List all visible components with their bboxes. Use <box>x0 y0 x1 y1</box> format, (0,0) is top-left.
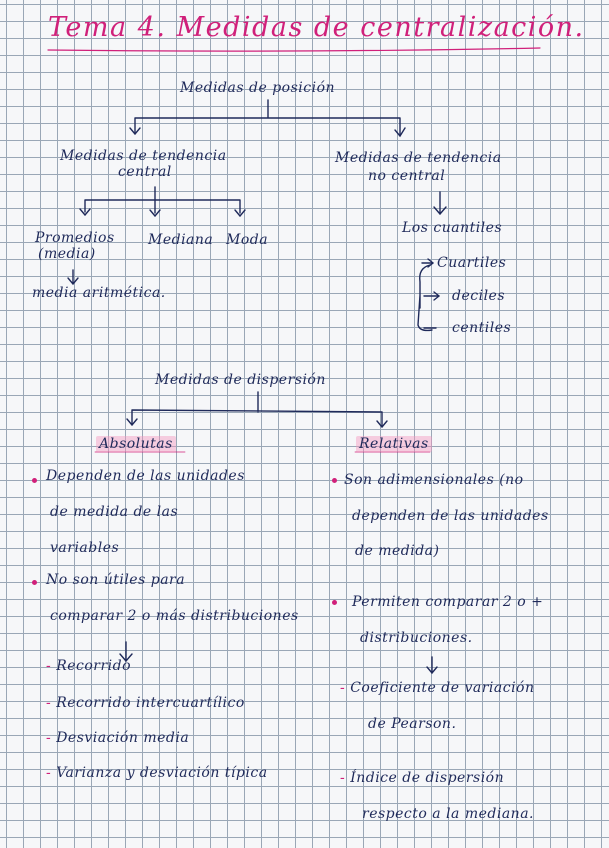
abs-b1-l3: variables <box>50 540 120 556</box>
abs-b2-l1: No son útiles para <box>46 572 186 588</box>
node-deciles: deciles <box>452 288 506 304</box>
node-cuartiles: Cuartiles <box>437 255 507 271</box>
node-tendencia-central-l2: central <box>118 164 172 180</box>
node-centiles: centiles <box>452 320 512 336</box>
abs-b2-l2: comparar 2 o más distribuciones <box>50 608 299 624</box>
title-underline <box>48 48 540 51</box>
abs-item-recorrido: - Recorrido <box>46 658 132 674</box>
node-media-aritmetica: media aritmética. <box>32 285 166 301</box>
rel-item-cv-l1: - Coeficiente de variación <box>340 680 535 696</box>
rel-b2-l1: Permiten comparar 2 o + <box>352 594 544 610</box>
rel-item-cv-l2: de Pearson. <box>368 716 457 732</box>
rel-b1-l1: Son adimensionales (no <box>344 472 524 488</box>
abs-item-desviacion-media: - Desviación media <box>46 730 190 746</box>
bullet-dot <box>32 478 37 483</box>
node-relativas: Relativas <box>356 436 432 452</box>
node-promedios-note: (media) <box>38 246 96 262</box>
node-cuantiles: Los cuantiles <box>402 220 503 236</box>
rel-b2-l2: distribuciones. <box>360 630 473 646</box>
bullet-dot <box>32 580 37 585</box>
node-moda: Moda <box>226 232 269 248</box>
rel-item-idm-l2: respecto a la mediana. <box>362 806 534 822</box>
node-mediana: Mediana <box>148 232 214 248</box>
rel-b1-l2: dependen de las unidades <box>352 508 549 524</box>
node-promedios: Promedios <box>35 230 115 246</box>
page-title: Tema 4. Medidas de centralización. <box>48 12 585 43</box>
node-posicion: Medidas de posición <box>180 80 336 96</box>
bullet-dot <box>332 478 337 483</box>
abs-b1-l2: de medida de las <box>50 504 179 520</box>
abs-item-varianza: - Varianza y desviación típica <box>46 765 268 781</box>
node-tendencia-no-central-l2: no central <box>368 168 446 184</box>
node-tendencia-central-l1: Medidas de tendencia <box>60 148 227 164</box>
rel-item-idm-l1: - Índice de dispersión <box>340 770 505 786</box>
abs-item-intercuartilico: - Recorrido intercuartílico <box>46 695 245 711</box>
node-dispersion: Medidas de dispersión <box>155 372 326 388</box>
rel-b1-l3: de medida) <box>355 543 440 559</box>
abs-b1-l1: Dependen de las unidades <box>46 468 245 484</box>
node-tendencia-no-central-l1: Medidas de tendencia <box>335 150 502 166</box>
node-absolutas: Absolutas <box>96 436 176 452</box>
bullet-dot <box>332 600 337 605</box>
